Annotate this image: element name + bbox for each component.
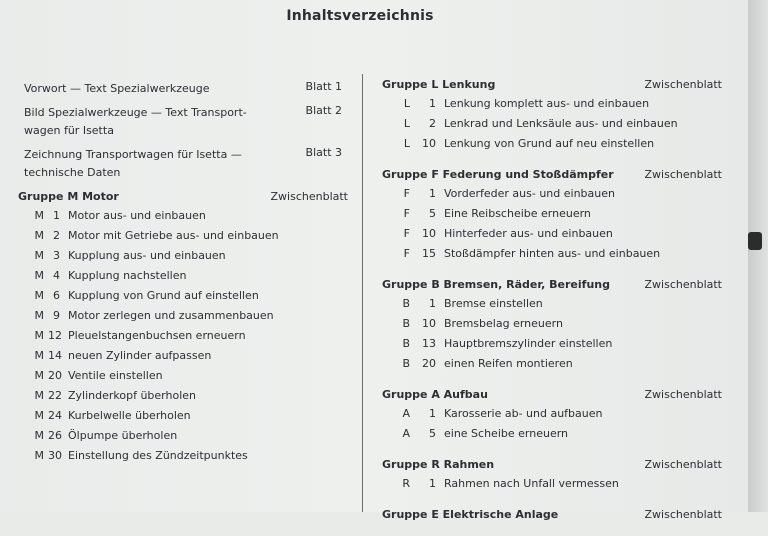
page-title: Inhaltsverzeichnis	[286, 8, 434, 24]
front-matter-text	[18, 146, 298, 182]
group-heading	[18, 188, 348, 206]
group-items	[382, 184, 722, 264]
group-heading	[382, 506, 722, 524]
item-text: Motor zerlegen und zusammenbauen	[68, 309, 274, 322]
list-item	[382, 294, 722, 314]
item-number: 26	[48, 429, 62, 442]
list-item	[382, 204, 722, 224]
item-number: 12	[48, 329, 62, 342]
zwischenblatt-label: Zwischenblatt	[644, 388, 722, 401]
item-number: 22	[48, 389, 62, 402]
item-text: Hauptbremszylinder einstellen	[444, 337, 613, 350]
group-items	[382, 94, 722, 154]
item-text: Kupplung aus- und einbauen	[68, 249, 226, 262]
item-text: Lenkung von Grund auf neu einstellen	[444, 137, 655, 150]
blatt-label: Blatt 2	[305, 104, 342, 117]
group-title: Gruppe A Aufbau	[382, 388, 488, 401]
item-code: M	[34, 209, 44, 222]
list-item	[18, 446, 348, 466]
item-number: 24	[48, 409, 62, 422]
list-item	[382, 224, 722, 244]
binder-tab	[748, 232, 762, 250]
front-matter-entry	[18, 80, 348, 98]
group-heading	[382, 166, 722, 184]
group-title: Gruppe F Federung und Stoßdämpfer	[382, 168, 614, 181]
item-text: eine Scheibe erneuern	[444, 427, 569, 440]
front-matter-line: Zeichnung Transportwagen für Isetta —	[24, 148, 242, 161]
item-text: Kupplung nachstellen	[68, 269, 187, 282]
item-text: Hinterfeder aus- und einbauen	[444, 227, 613, 240]
item-text: Motor mit Getriebe aus- und einbauen	[68, 229, 279, 242]
front-matter-line: Vorwort — Text Spezialwerkzeuge	[24, 82, 210, 95]
item-text: neuen Zylinder aufpassen	[68, 349, 212, 362]
item-number: 10	[422, 227, 436, 240]
list-item	[382, 114, 722, 134]
group-heading	[382, 386, 722, 404]
item-code: F	[403, 187, 410, 200]
item-number: 30	[48, 449, 62, 462]
list-item	[382, 244, 722, 264]
front-matter-entry	[18, 104, 348, 140]
zwischenblatt-label: Zwischenblatt	[644, 168, 722, 181]
item-code: L	[403, 97, 410, 110]
group-title: Gruppe E Elektrische Anlage	[382, 508, 559, 521]
item-code: A	[402, 427, 410, 440]
spacer	[382, 494, 722, 506]
item-code: A	[402, 407, 410, 420]
item-text: Zylinderkopf überholen	[68, 389, 197, 402]
item-number: 1	[53, 209, 60, 222]
list-item	[382, 184, 722, 204]
group-title: Gruppe M Motor	[18, 190, 119, 203]
group-heading	[382, 456, 722, 474]
column-divider	[362, 74, 363, 512]
list-item	[18, 206, 348, 226]
spacer	[382, 524, 722, 536]
item-number: 2	[429, 117, 436, 130]
blatt-label: Blatt 3	[305, 146, 342, 159]
list-item	[382, 334, 722, 354]
item-number: 9	[53, 309, 60, 322]
list-item	[18, 266, 348, 286]
item-code: M	[34, 429, 44, 442]
spacer	[18, 466, 348, 478]
list-item	[382, 314, 722, 334]
item-number: 1	[429, 97, 436, 110]
group-heading	[382, 276, 722, 294]
item-text: Bremsbelag erneuern	[444, 317, 563, 330]
item-code: M	[34, 449, 44, 462]
item-code: B	[402, 337, 410, 350]
list-item	[382, 474, 722, 494]
front-matter-entry	[18, 146, 348, 182]
item-code: L	[403, 117, 410, 130]
list-item	[18, 386, 348, 406]
zwischenblatt-label: Zwischenblatt	[644, 458, 722, 471]
item-code: F	[403, 207, 410, 220]
front-matter-line: Bild Spezialwerkzeuge — Text Transport-	[24, 106, 247, 119]
list-item	[382, 404, 722, 424]
list-item	[18, 246, 348, 266]
item-number: 3	[53, 249, 60, 262]
item-text: Motor aus- und einbauen	[68, 209, 206, 222]
item-number: 20	[422, 357, 436, 370]
group-title: Gruppe L Lenkung	[382, 78, 496, 91]
item-code: B	[402, 317, 410, 330]
item-text: Vorderfeder aus- und einbauen	[444, 187, 615, 200]
group-items	[18, 206, 348, 466]
spacer	[382, 264, 722, 276]
item-text: Eine Reibscheibe erneuern	[444, 207, 591, 220]
group-items	[382, 404, 722, 444]
item-code: B	[402, 297, 410, 310]
item-code: M	[34, 369, 44, 382]
zwischenblatt-label: Zwischenblatt	[644, 278, 722, 291]
right-column	[382, 76, 722, 536]
list-item	[18, 426, 348, 446]
item-text: Rahmen nach Unfall vermessen	[444, 477, 619, 490]
front-matter-text	[18, 80, 298, 98]
item-code: M	[34, 289, 44, 302]
list-item	[18, 366, 348, 386]
list-item	[382, 134, 722, 154]
item-code: M	[34, 329, 44, 342]
zwischenblatt-label: Zwischenblatt	[644, 508, 722, 521]
item-number: 13	[422, 337, 436, 350]
item-number: 1	[429, 407, 436, 420]
zwischenblatt-label: Zwischenblatt	[644, 78, 722, 91]
list-item	[18, 286, 348, 306]
blatt-label: Blatt 1	[305, 80, 342, 93]
front-matter-line: wagen für Isetta	[24, 124, 114, 137]
list-item	[18, 406, 348, 426]
front-matter-line: technische Daten	[24, 166, 121, 179]
item-text: Kupplung von Grund auf einstellen	[68, 289, 259, 302]
list-item	[18, 326, 348, 346]
item-text: Kurbelwelle überholen	[68, 409, 191, 422]
item-number: 4	[53, 269, 60, 282]
item-number: 20	[48, 369, 62, 382]
spacer	[382, 154, 722, 166]
list-item	[382, 354, 722, 374]
item-code: B	[402, 357, 410, 370]
zwischenblatt-label: Zwischenblatt	[270, 190, 348, 203]
item-code: L	[403, 137, 410, 150]
list-item	[382, 94, 722, 114]
list-item	[18, 346, 348, 366]
item-code: M	[34, 229, 44, 242]
list-item	[382, 424, 722, 444]
item-code: F	[403, 227, 410, 240]
left-column	[18, 80, 348, 478]
item-code: M	[34, 269, 44, 282]
item-number: 5	[429, 207, 436, 220]
item-code: F	[403, 247, 410, 260]
item-number: 1	[429, 297, 436, 310]
item-text: Lenkrad und Lenksäule aus- und einbauen	[444, 117, 678, 130]
item-number: 10	[422, 137, 436, 150]
page-edge	[748, 0, 768, 512]
item-text: Lenkung komplett aus- und einbauen	[444, 97, 650, 110]
list-item	[18, 306, 348, 326]
spacer	[382, 374, 722, 386]
item-code: R	[402, 477, 410, 490]
item-code: M	[34, 409, 44, 422]
item-number: 2	[53, 229, 60, 242]
item-code: M	[34, 309, 44, 322]
item-text: Einstellung des Zündzeitpunktes	[68, 449, 248, 462]
item-number: 10	[422, 317, 436, 330]
item-number: 5	[429, 427, 436, 440]
group-items	[382, 294, 722, 374]
item-number: 15	[422, 247, 436, 260]
item-text: Karosserie ab- und aufbauen	[444, 407, 603, 420]
list-item	[18, 226, 348, 246]
item-number: 6	[53, 289, 60, 302]
group-title: Gruppe B Bremsen, Räder, Bereifung	[382, 278, 610, 291]
item-text: Stoßdämpfer hinten aus- und einbauen	[444, 247, 661, 260]
item-code: M	[34, 249, 44, 262]
item-number: 1	[429, 477, 436, 490]
item-text: einen Reifen montieren	[444, 357, 573, 370]
item-text: Pleuelstangenbuchsen erneuern	[68, 329, 246, 342]
group-heading	[382, 76, 722, 94]
item-text: Bremse einstellen	[444, 297, 543, 310]
group-title: Gruppe R Rahmen	[382, 458, 495, 471]
item-number: 14	[48, 349, 62, 362]
group-items	[382, 474, 722, 494]
item-text: Ventile einstellen	[68, 369, 163, 382]
item-code: M	[34, 349, 44, 362]
item-code: M	[34, 389, 44, 402]
spacer	[382, 444, 722, 456]
item-number: 1	[429, 187, 436, 200]
item-text: Ölpumpe überholen	[68, 429, 178, 442]
front-matter-text	[18, 104, 298, 140]
